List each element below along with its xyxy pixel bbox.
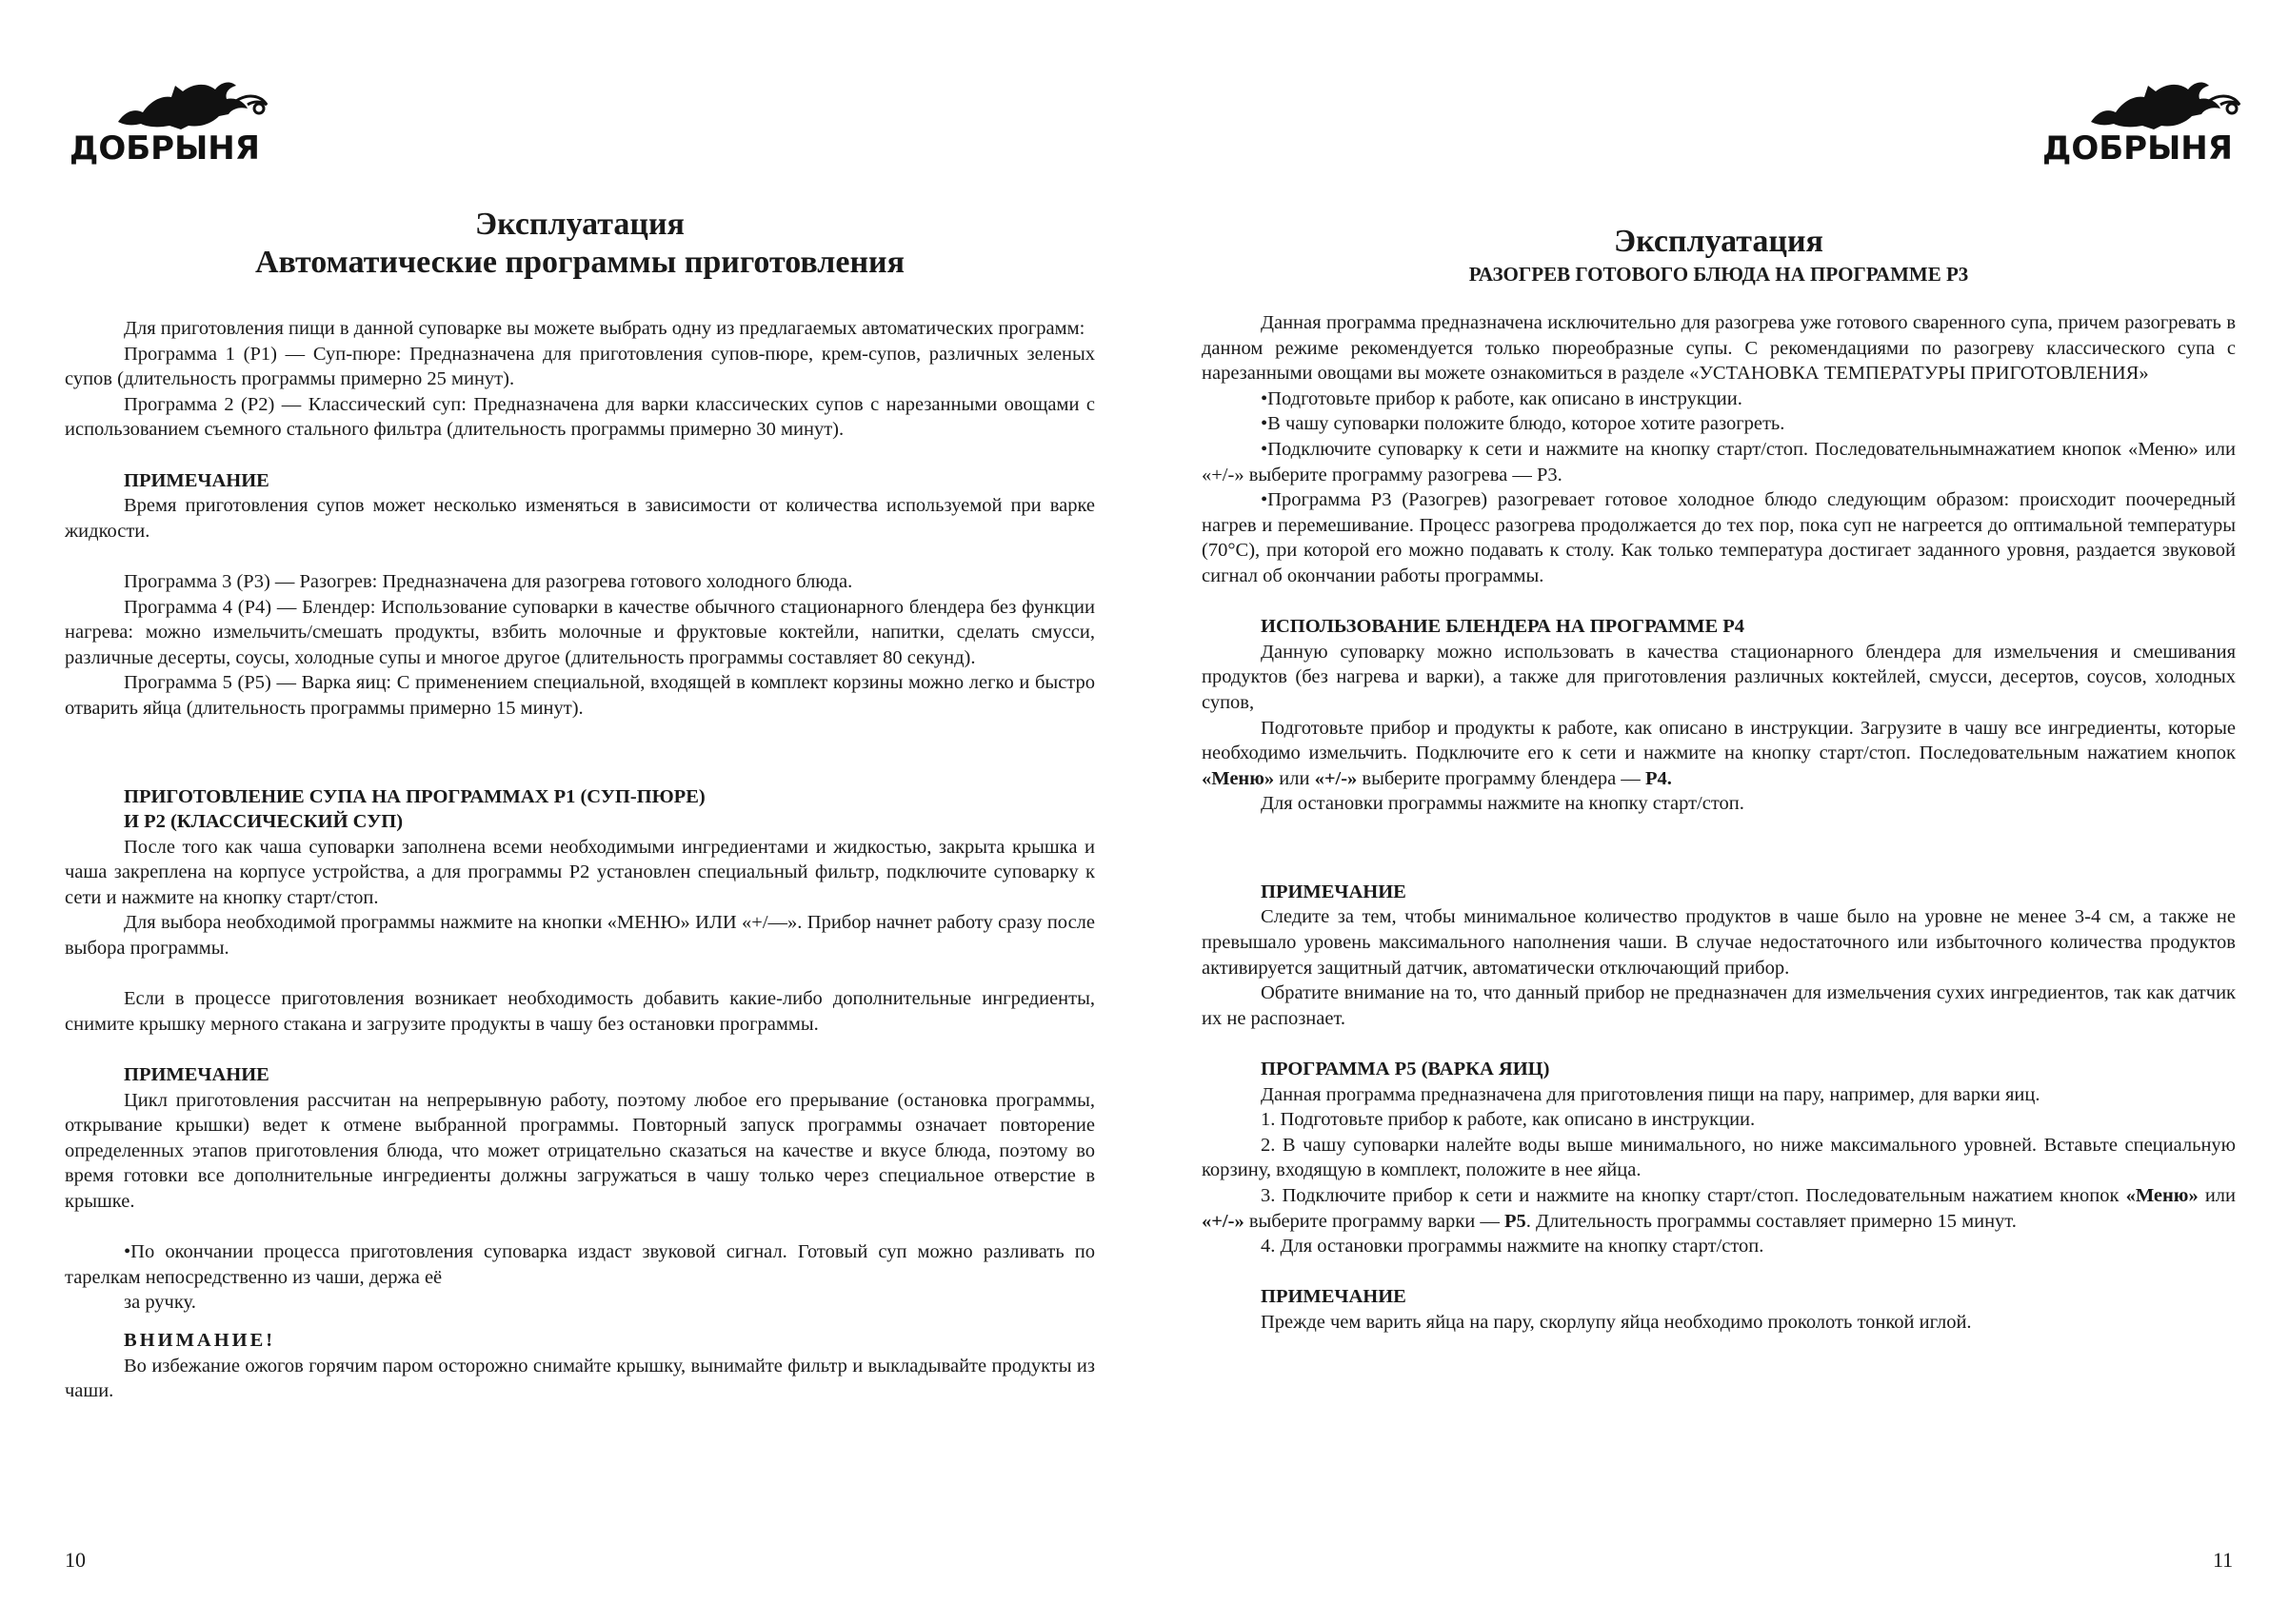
eggs-step: 4. Для остановки программы нажмите на кнопку старт/стоп. bbox=[1261, 1236, 1764, 1258]
right-column bbox=[1202, 310, 2236, 1336]
warning-text: Во избежание ожогов горячим паром осторожно снимайте крышку, вынимайте фильтр и выкладывайте продукты из чаши. bbox=[65, 1355, 1095, 1402]
page-number: 11 bbox=[2213, 1548, 2234, 1572]
section-paragraph: После того как чаша суповарки заполнена всеми необходимыми ингредиентами и жидкостью, закрыта крышка и чаша закреплена на корпусе устройства, а для программы Р2 установлен специальный фильтр, подключите суповарку к сети и нажмите на кнопку старт/стоп. bbox=[65, 836, 1095, 908]
page-subtitle: Автоматические программы приготовления bbox=[254, 245, 906, 280]
blender-heading: ИСПОЛЬЗОВАНИЕ БЛЕНДЕРА НА ПРОГРАММЕ Р4 bbox=[1261, 616, 1745, 638]
intro-paragraph: Данная программа предназначена исключительно для разогрева уже готового сваренного супа, причем разогревать в данном режиме рекомендуется только пюреобразные супы. С рекомендациями по разогреву классического супа с нарезанными овощами вы можете ознакомиться в разделе «УСТАНОВКА ТЕМПЕРАТУРЫ ПРИГОТОВЛЕНИЯ» bbox=[1202, 312, 2236, 385]
note-text: Цикл приготовления рассчитан на непрерывную работу, поэтому любое его прерывание (остановка программы, открывание крышки) ведет к отмене выбранной программы. Повторный запуск программы означает повторение определенных этапов приготовления блюда, что может отрицательно сказаться на качестве и вкусе блюда, поэтому во время готовки все дополнительные ингредиенты должны загружаться в чашу только через специальное отверстие в крышке. bbox=[65, 1089, 1095, 1212]
eggs-step: 3. Подключите прибор к сети и нажмите на кнопку старт/стоп. Последовательным нажатием кнопок «Меню» или «+/-» выберите программу варки — Р5. Длительность программы составляет примерно 15 минут. bbox=[1202, 1185, 2236, 1232]
end-signal-paragraph-tail: за ручку. bbox=[124, 1292, 196, 1314]
note-heading: ПРИМЕЧАНИЕ bbox=[1261, 881, 1406, 902]
page-title-block bbox=[65, 206, 1095, 282]
program-4-paragraph: Программа 4 (Р4) — Блендер: Использование суповарки в качестве обычного стационарного блендера без функции нагрева: можно измельчить/смешать продукты, взбить молочные и фруктовые коктейли, напитки, сделать смусси, различные десерты, соусы, холодные супы и многое другое (длительность программы составляет 80 секунд). bbox=[65, 596, 1095, 668]
eggs-paragraph: Данная программа предназначена для приготовления пищи на пару, например, для варки яиц. bbox=[1261, 1083, 2040, 1105]
program-5-paragraph: Программа 5 (Р5) — Варка яиц: С применением специальной, входящей в комплект корзины можно легко и быстро отварить яйца (длительность программы примерно 15 минут). bbox=[65, 672, 1095, 719]
step-bullet: •Подключите суповарку к сети и нажмите на кнопку старт/стоп. Последовательнымнажатием кнопок «Меню» или «+/-» выберите программу разогрева — Р3. bbox=[1202, 438, 2236, 485]
note-heading: ПРИМЕЧАНИЕ bbox=[124, 469, 269, 491]
right-page bbox=[1144, 0, 2289, 1624]
program-2-paragraph: Программа 2 (Р2) — Классический суп: Предназначена для варки классических супов с нарезанными овощами с использованием съемного стального фильтра (длительность программы примерно 30 минут). bbox=[65, 393, 1095, 441]
brand-logo bbox=[65, 72, 265, 168]
menu-button-ref: «Меню» bbox=[2125, 1185, 2199, 1206]
blender-stop-paragraph: Для остановки программы нажмите на кнопку старт/стоп. bbox=[1261, 793, 1744, 815]
horse-rider-icon bbox=[112, 72, 274, 131]
brand-logo bbox=[2038, 72, 2238, 168]
left-page bbox=[0, 0, 1144, 1624]
page-title: Эксплуатация bbox=[1614, 224, 1823, 259]
plus-minus-button-ref: «+/-» bbox=[1202, 1210, 1244, 1232]
section-heading-line2: И Р2 (КЛАССИЧЕСКИЙ СУП) bbox=[124, 811, 404, 833]
plus-minus-button-ref: «+/-» bbox=[1314, 767, 1358, 789]
section-paragraph: Для выбора необходимой программы нажмите на кнопки «МЕНЮ» ИЛИ «+/—». Прибор начнет работу сразу после выбора программы. bbox=[65, 912, 1095, 960]
brand-name: ДОБРЫНЯ bbox=[70, 129, 260, 168]
note-text: Время приготовления супов может несколько изменяться в зависимости от количества используемой при варке жидкости. bbox=[65, 495, 1095, 542]
left-column bbox=[65, 316, 1095, 1404]
blender-instructions: Подготовьте прибор и продукты к работе, как описано в инструкции. Загрузите в чашу все ингредиенты, которые необходимо измельчить. Подключите его к сети и нажмите на кнопку старт/стоп. Последовательным нажатием кнопок «Меню» или «+/-» выберите программу блендера — Р4. bbox=[1202, 717, 2236, 789]
page-subtitle: РАЗОГРЕВ ГОТОВОГО БЛЮДА НА ПРОГРАММЕ Р3 bbox=[1468, 263, 1969, 286]
menu-button-ref: «Меню» bbox=[1202, 767, 1275, 789]
program-code: Р5 bbox=[1503, 1210, 1526, 1232]
note-heading: ПРИМЕЧАНИЕ bbox=[124, 1064, 269, 1086]
page-title-block bbox=[1202, 223, 2236, 287]
page-title: Эксплуатация bbox=[475, 207, 685, 242]
note-text: Обратите внимание на то, что данный прибор не предназначен для измельчения сухих ингредиентов, так как датчик их не распознает. bbox=[1202, 982, 2236, 1029]
step-bullet: •Программа Р3 (Разогрев) разогревает готовое холодное блюдо следующим образом: происходит поочередный нагрев и перемешивание. Процесс разогрева продолжается до тех пор, пока суп не нагреется до оптимальной температуры (70°С), при которой его можно подавать к столу. Как только температура достигает заданного уровня, раздается звуковой сигнал об окончании работы программы. bbox=[1202, 489, 2236, 586]
eggs-step: 1. Подготовьте прибор к работе, как описано в инструкции. bbox=[1261, 1109, 1756, 1131]
step-bullet: •Подготовьте прибор к работе, как описано в инструкции. bbox=[1261, 387, 1742, 409]
program-1-paragraph: Программа 1 (Р1) — Суп-пюре: Предназначена для приготовления супов-пюре, крем-супов, различных зеленых супов (длительность программы примерно 25 минут). bbox=[65, 343, 1095, 390]
eggs-step: 2. В чашу суповарки налейте воды выше минимального, но ниже максимального уровней. Вставьте специальную корзину, входящую в комплект, положите в нее яйца. bbox=[1202, 1134, 2236, 1181]
intro-paragraph: Для приготовления пищи в данной суповарке вы можете выбрать одну из предлагаемых автоматических программ: bbox=[124, 318, 1085, 339]
section-heading-line1: ПРИГОТОВЛЕНИЕ СУПА НА ПРОГРАММАХ Р1 (СУП-ПЮРЕ) bbox=[124, 785, 706, 807]
program-code: Р4. bbox=[1644, 767, 1672, 789]
horse-rider-icon bbox=[2085, 72, 2247, 131]
note-text: Следите за тем, чтобы минимальное количество продуктов в чаше было на уровне не менее 3-4 см, а также не превышало уровень максимального наполнения чаши. В случае недостаточного или избыточного количества продуктов активируется защитный датчик, автоматически отключающий прибор. bbox=[1202, 906, 2236, 979]
end-signal-paragraph: •По окончании процесса приготовления суповарка издаст звуковой сигнал. Готовый суп можно разливать по тарелкам непосредственно из чаши, держа её bbox=[65, 1241, 1095, 1288]
step-bullet: •В чашу суповарки положите блюдо, которое хотите разогреть. bbox=[1261, 413, 1785, 435]
blender-paragraph: Данную суповарку можно использовать в качества стационарного блендера для измельчения и смешивания продуктов (без нагрева и варки), а также для приготовления различных коктейлей, смусси, десертов, соусов, холодных супов, bbox=[1202, 641, 2236, 713]
brand-name: ДОБРЫНЯ bbox=[2042, 129, 2233, 168]
warning-heading: ВНИМАНИЕ! bbox=[124, 1329, 276, 1351]
note-text: Прежде чем варить яйца на пару, скорлупу яйца необходимо проколоть тонкой иглой. bbox=[1261, 1311, 1972, 1333]
program-3-paragraph: Программа 3 (Р3) — Разогрев: Предназначена для разогрева готового холодного блюда. bbox=[124, 570, 853, 592]
note-heading: ПРИМЕЧАНИЕ bbox=[1261, 1286, 1406, 1308]
section-paragraph: Если в процессе приготовления возникает необходимость добавить какие-либо дополнительные ингредиенты, снимите крышку мерного стакана и загрузите продукты в чашу без остановки программы. bbox=[65, 988, 1095, 1035]
eggs-heading: ПРОГРАММА Р5 (ВАРКА ЯИЦ) bbox=[1261, 1059, 1550, 1080]
page-number: 10 bbox=[65, 1548, 86, 1572]
